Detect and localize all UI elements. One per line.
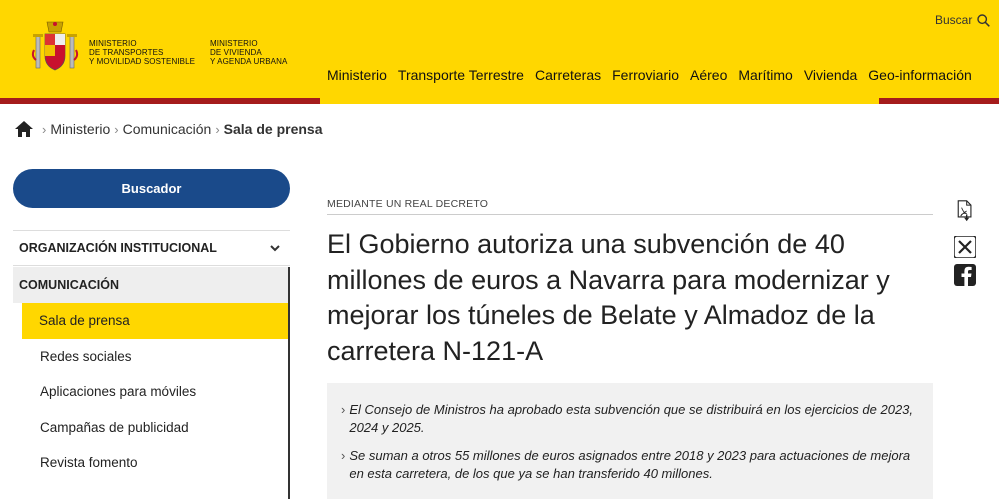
nav-item-aereo[interactable]: Aéreo <box>690 67 728 83</box>
sidebar-item-aplicaciones[interactable]: Aplicaciones para móviles <box>40 384 197 400</box>
breadcrumb-separator: › <box>114 121 119 137</box>
kicker-divider <box>327 214 933 215</box>
search-button[interactable] <box>935 13 990 27</box>
facebook-share-icon[interactable] <box>954 264 976 286</box>
summary-bullet <box>341 447 919 483</box>
bullet-chevron-icon: › <box>341 402 346 417</box>
nav-item-ferroviario[interactable]: Ferroviario <box>612 67 680 83</box>
sidebar-subnav <box>22 303 290 481</box>
home-icon[interactable] <box>14 120 34 138</box>
summary-bullet-text: El Consejo de Ministros ha aprobado esta subvención que se distribuirá en los ejercicios de 2023, 2024 y 2025. <box>349 402 914 435</box>
sidebar-item-redes-sociales[interactable]: Redes sociales <box>40 348 132 364</box>
nav-item-maritimo[interactable]: Marítimo <box>738 67 793 83</box>
breadcrumb-separator: › <box>215 121 220 137</box>
header-divider <box>0 98 999 104</box>
coat-of-arms-logo[interactable] <box>30 20 80 78</box>
site-header <box>0 0 999 104</box>
sidebar-section-comunicacion[interactable] <box>13 267 290 303</box>
breadcrumb-separator: › <box>42 121 47 137</box>
pdf-download-icon[interactable] <box>954 200 976 222</box>
search-label: Buscar <box>935 13 973 27</box>
sidebar-active-indicator <box>288 267 290 499</box>
sidebar-item-sala-de-prensa[interactable]: Sala de prensa <box>22 303 290 339</box>
ministry-housing-name[interactable]: MINISTERIO DE VIVIENDA Y AGENDA URBANA <box>210 39 288 66</box>
red-accent-right <box>879 98 999 104</box>
ministry-transport-name[interactable]: MINISTERIO DE TRANSPORTES Y MOVILIDAD SOSTENIBLE <box>89 39 196 66</box>
nav-item-geo-informacion[interactable]: Geo-información <box>868 67 972 83</box>
chevron-down-icon <box>270 245 280 252</box>
article-headline: El Gobierno autoriza una subvención de 40 millones de euros a Navarra para modernizar y mejorar los túneles de Belate y Almadoz de la carretera N-121-A <box>327 229 890 366</box>
finder-button[interactable]: Buscador <box>13 169 290 208</box>
x-share-icon[interactable] <box>954 236 976 258</box>
bullet-chevron-icon: › <box>341 448 346 463</box>
nav-item-vivienda[interactable]: Vivienda <box>803 67 858 83</box>
summary-bullet-text: Se suman a otros 55 millones de euros asignados entre 2018 y 2023 para actuaciones de mejora en esta carretera, de los que ya se han transferido 40 millones. <box>349 448 911 481</box>
red-accent-left <box>0 98 320 104</box>
sidebar-section-label: COMUNICACIÓN <box>19 278 119 292</box>
article-summary <box>327 383 933 499</box>
summary-bullet <box>341 401 919 437</box>
sidebar-section-organizacion[interactable] <box>13 230 290 266</box>
breadcrumb <box>14 120 322 138</box>
nav-item-carreteras[interactable]: Carreteras <box>534 67 602 83</box>
breadcrumb-current: Sala de prensa <box>223 121 323 137</box>
sidebar-item-campanas[interactable]: Campañas de publicidad <box>40 419 189 435</box>
nav-item-transporte-terrestre[interactable]: Transporte Terrestre <box>397 67 524 83</box>
breadcrumb-comunicacion[interactable]: Comunicación <box>122 121 212 137</box>
article-kicker: MEDIANTE UN REAL DECRETO <box>327 198 489 210</box>
search-icon <box>977 14 990 27</box>
nav-item-ministerio[interactable]: Ministerio <box>327 67 387 83</box>
sidebar-section-label: ORGANIZACIÓN INSTITUCIONAL <box>19 241 217 255</box>
breadcrumb-ministerio[interactable]: Ministerio <box>50 121 111 137</box>
main-navigation <box>327 67 983 83</box>
sidebar-item-revista-fomento[interactable]: Revista fomento <box>40 455 138 471</box>
